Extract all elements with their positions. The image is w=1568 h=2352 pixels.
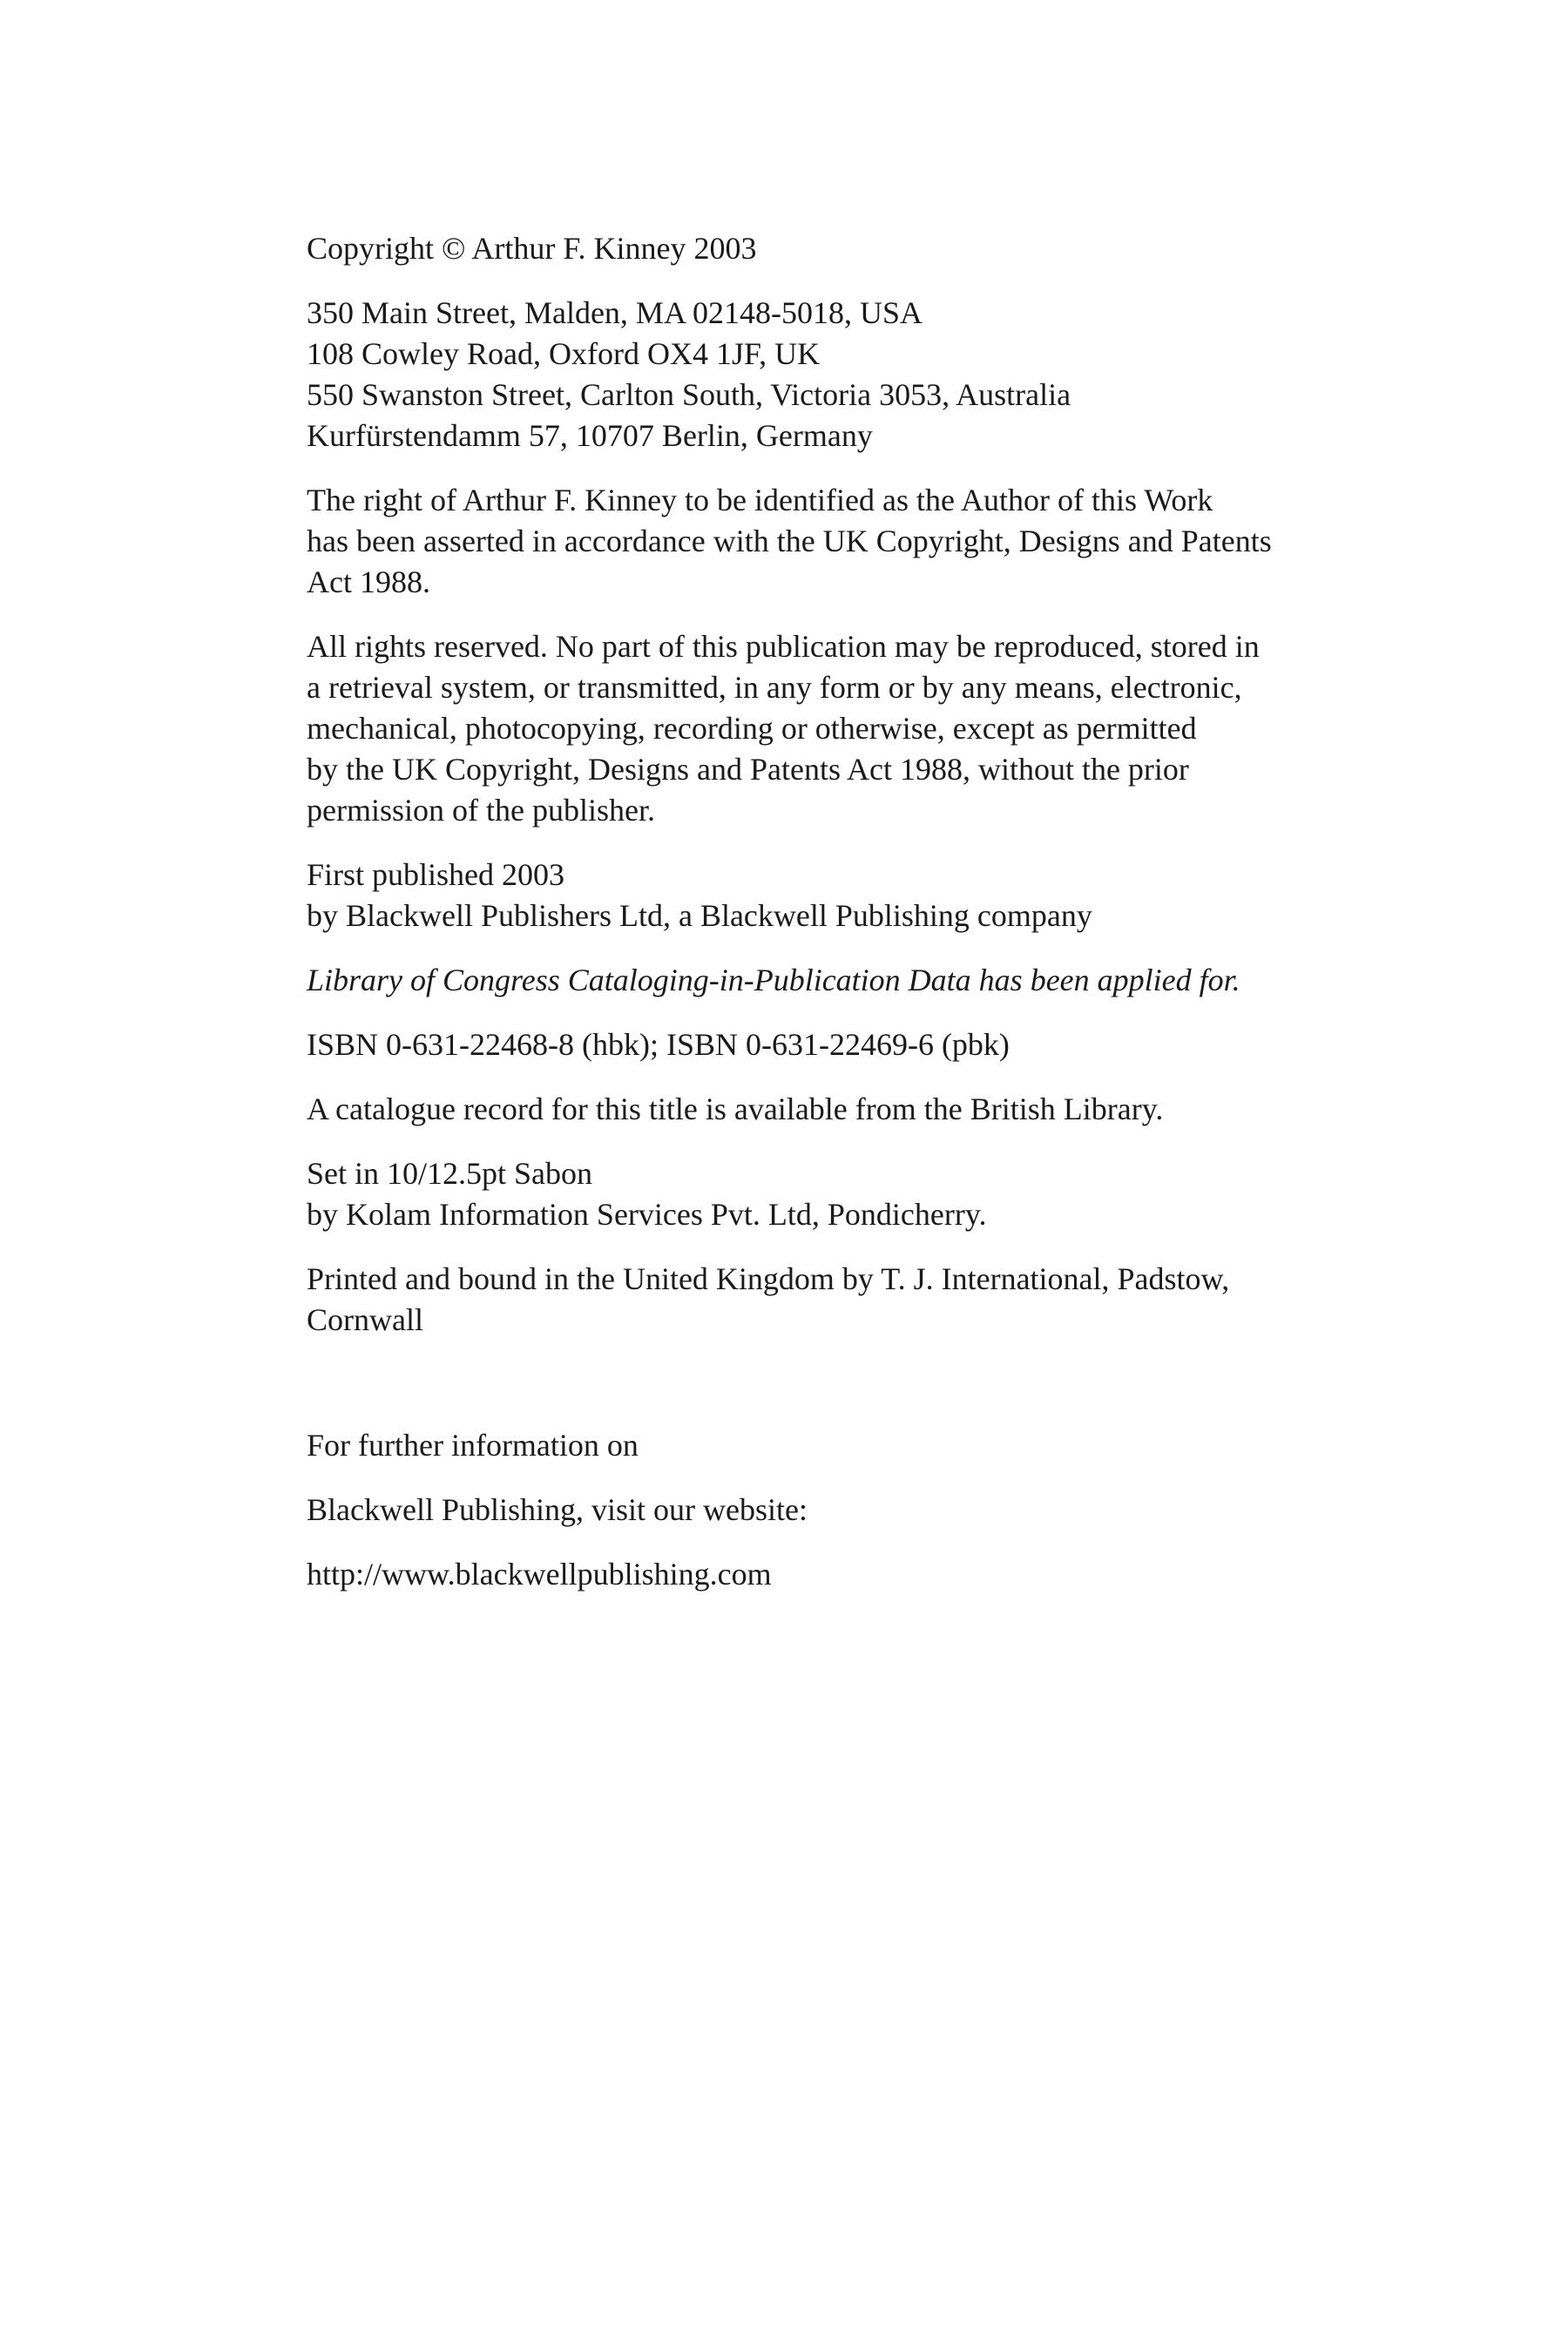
rights-line: a retrieval system, or transmitted, in any form or by any means, electronic,	[307, 670, 1242, 705]
further-info-line: For further information on	[307, 1428, 639, 1463]
catalogue-text: A catalogue record for this title is available from the British Library.	[307, 1092, 1164, 1126]
copyright-page	[307, 228, 1361, 1619]
website-url: http://www.blackwellpublishing.com	[307, 1557, 772, 1592]
typesetting-line: Set in 10/12.5pt Sabon	[307, 1156, 593, 1191]
cip-statement	[307, 960, 1361, 1001]
further-info	[307, 1490, 1361, 1531]
rights-line: All rights reserved. No part of this publication may be reproduced, stored in	[307, 629, 1260, 664]
isbn	[307, 1024, 1361, 1065]
rights-line: by the UK Copyright, Designs and Patents Act 1988, without the prior	[307, 752, 1189, 787]
section-spacer	[307, 1364, 1361, 1425]
copyright-text: Copyright © Arthur F. Kinney 2003	[307, 231, 757, 266]
further-info	[307, 1425, 1361, 1466]
moral-right-statement	[307, 480, 1361, 603]
address-line: 550 Swanston Street, Carlton South, Victoria 3053, Australia	[307, 377, 1071, 412]
website	[307, 1554, 1361, 1595]
address-line: 108 Cowley Road, Oxford OX4 1JF, UK	[307, 336, 821, 371]
catalogue-record	[307, 1089, 1361, 1130]
publisher-addresses	[307, 293, 1361, 456]
moral-right-line: has been asserted in accordance with the UK Copyright, Designs and Patents	[307, 524, 1272, 558]
rights-reserved-statement	[307, 626, 1361, 831]
printing-line: Cornwall	[307, 1302, 423, 1337]
first-published-line: First published 2003	[307, 857, 565, 892]
moral-right-line: Act 1988.	[307, 564, 430, 599]
moral-right-line: The right of Arthur F. Kinney to be identified as the Author of this Work	[307, 483, 1213, 517]
cip-text: Library of Congress Cataloging-in-Publication Data has been applied for.	[307, 963, 1240, 997]
rights-line: permission of the publisher.	[307, 793, 655, 828]
printing-line: Printed and bound in the United Kingdom by T. J. International, Padstow,	[307, 1261, 1230, 1296]
copyright-line	[307, 228, 1361, 269]
typesetting-line: by Kolam Information Services Pvt. Ltd, Pondicherry.	[307, 1197, 987, 1232]
further-info-line: Blackwell Publishing, visit our website:	[307, 1492, 808, 1527]
typesetting-info	[307, 1153, 1361, 1235]
first-published	[307, 855, 1361, 936]
isbn-text: ISBN 0-631-22468-8 (hbk); ISBN 0-631-22469-6 (pbk)	[307, 1027, 1010, 1062]
first-published-line: by Blackwell Publishers Ltd, a Blackwell Publishing company	[307, 898, 1092, 933]
printing-info	[307, 1259, 1361, 1341]
address-line: Kurfürstendamm 57, 10707 Berlin, Germany	[307, 418, 873, 453]
rights-line: mechanical, photocopying, recording or otherwise, except as permitted	[307, 711, 1197, 746]
address-line: 350 Main Street, Malden, MA 02148-5018, USA	[307, 295, 923, 330]
